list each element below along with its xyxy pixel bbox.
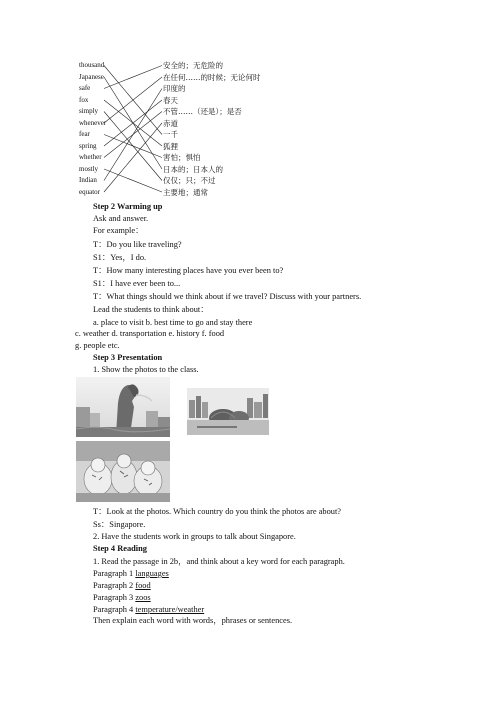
skyline-photo [187, 388, 269, 435]
english-word: fear [79, 130, 90, 138]
chinese-meaning: 日本的；日本人的 [163, 164, 223, 174]
step3-line: 1. Show the photos to the class. [93, 365, 199, 374]
chinese-meaning: 仅仅；只；不过 [163, 176, 216, 185]
english-word: fox [79, 95, 89, 104]
option-line: g. people etc. [75, 341, 120, 350]
paragraph-keyword-1 [93, 568, 169, 579]
english-word: simply [79, 107, 99, 115]
merlion-photo [76, 377, 170, 437]
step2-line: Lead the students to think about： [93, 305, 209, 314]
chinese-meaning: 春天 [163, 95, 178, 105]
step3-heading: Step 3 Presentation [93, 353, 163, 362]
english-word: safe [79, 84, 91, 92]
option-line: a. place to visit b. best time to go and stay there [93, 318, 253, 327]
keyword: zoos [135, 593, 151, 602]
chinese-meaning: 一千 [163, 130, 178, 139]
dialogue-line: T：How many interesting places have you ever been to? [93, 266, 284, 275]
dialogue-line: S1：I have ever been to... [93, 279, 181, 288]
dialogue-line: Ss：Singapore. [93, 520, 146, 529]
english-word: mostly [79, 164, 99, 173]
match-line [104, 77, 162, 123]
chinese-meaning: 狐狸 [163, 141, 178, 151]
chinese-meaning: 主要地；通常 [163, 187, 208, 197]
chinese-meaning: 不管……（还是）；是否 [163, 107, 242, 116]
dialogue-line: T：Look at the photos. Which country do you think the photos are about? [93, 507, 342, 516]
dialogue-line: T：Do you like traveling? [93, 240, 182, 249]
chinese-meaning: 赤道 [163, 118, 178, 128]
keyword: temperature/weather [135, 605, 205, 614]
english-word: Japanese [79, 72, 104, 81]
chinese-meaning: 在任何……的时候；无论何时 [163, 72, 261, 82]
paragraph-keyword-3 [93, 592, 151, 603]
english-word: Indian [79, 176, 97, 184]
option-line: c. weather d. transportation e. history f. food [75, 329, 225, 338]
paragraph-label: Paragraph 4 [93, 605, 136, 614]
step4-line: 1. Read the passage in 2b，and think about a key word for each paragraph. [93, 557, 345, 566]
chinese-meaning: 安全的；无危险的 [163, 61, 223, 70]
match-line [104, 89, 162, 181]
chinese-meaning: 害怕；惧怕 [163, 153, 201, 162]
paragraph-label: Paragraph 1 [93, 569, 136, 578]
chinese-meaning: 印度的 [163, 84, 186, 93]
step2-line: Ask and answer. [93, 214, 149, 223]
match-line [104, 169, 162, 192]
match-line [104, 123, 162, 192]
english-word: whether [79, 153, 102, 161]
paragraph-label: Paragraph 3 [93, 593, 136, 602]
english-word: equator [79, 187, 100, 196]
step4-line: Then explain each word with words，phrases or sentences. [93, 616, 293, 625]
english-word: spring [79, 141, 97, 150]
step2-heading: Step 2 Warming up [93, 202, 163, 211]
match-line [104, 66, 162, 89]
match-line [104, 135, 162, 158]
paragraph-keyword-4 [93, 604, 204, 615]
keyword: languages [135, 569, 169, 578]
step3-line: 2. Have the students work in groups to talk about Singapore. [93, 532, 296, 541]
dialogue-line: T：What things should we think about if we travel? Discuss with your partners. [93, 292, 362, 301]
keyword: food [135, 581, 151, 590]
step2-line: For example： [93, 226, 144, 235]
english-word: whenever [79, 118, 107, 127]
step4-heading: Step 4 Reading [93, 544, 147, 553]
paragraph-label: Paragraph 2 [93, 581, 136, 590]
english-word: thousand [79, 61, 105, 69]
white-tigers-photo [76, 441, 170, 502]
paragraph-keyword-2 [93, 580, 151, 591]
dialogue-line: S1：Yes，I do. [93, 253, 147, 262]
